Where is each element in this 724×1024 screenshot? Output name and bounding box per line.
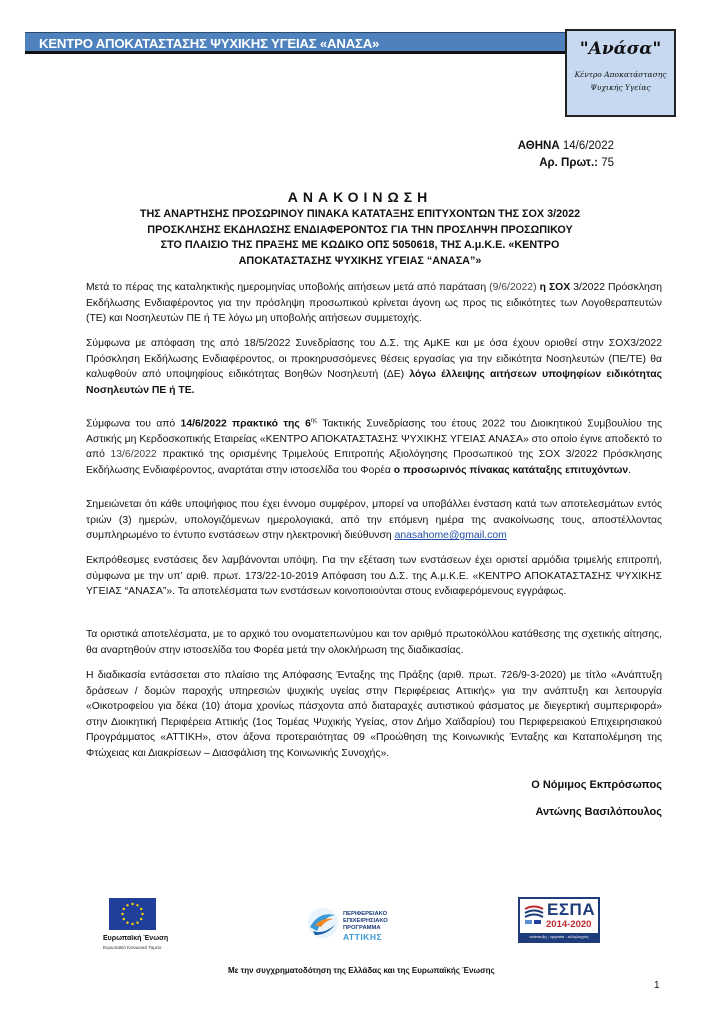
pep-region: ΑΤΤΙΚΗΣ (343, 932, 383, 942)
paragraph-6: Τα οριστικά αποτελέσματα, με το αρχικό του ονοματεπωνύμου και τον αριθμό πρωτοκόλλου κατάθεσης της σχετικής αίτησης, θα αναρτηθούν στην ιστοσελίδα του Φορέα μετά την ολοκλήρωση της διαδικασίας. (86, 629, 662, 656)
p3-text-e: ο προσωρινός πίνακας κατάταξης επιτυχόντων (393, 464, 629, 476)
p2-text-a: Σύμφωνα με απόφαση της από 18/5/2022 Συνεδρίασης του Δ.Σ. της ΑμΚΕ και με όσα έχουν οριοθεί στην ΣΟΧ3/2022 Πρόσκληση Εκδήλωσης Ενδιαφέροντος, οι προκηρυσσόμενες θέσεις εργασίας για την ειδικότητα Νοσηλευτών (ΠΕ/ΤΕ) θα καλυφθούν από υποψηφίους ειδικότητας Βοηθών Νοσηλευτή (ΔΕ) (86, 338, 662, 380)
logo-subtitle (567, 68, 674, 94)
title-line-2: ΠΡΟΣΚΛΗΣΗΣ ΕΚΔΗΛΩΣΗΣ ΕΝΔΙΑΦΕΡΟΝΤΟΣ ΓΙΑ ΤΗΝ ΠΡΟΣΛΗΨΗ ΠΡΟΣΩΠΙΚΟΥ (147, 223, 573, 236)
cofunding-note: Με την συγχρηματοδότηση της Ελλάδας και της Ευρωπαϊκής Ένωσης (228, 966, 495, 975)
pep-swirl-icon (305, 905, 341, 941)
p3-text-f: . (628, 464, 632, 476)
p1-text-b: η ΣΟΧ (539, 282, 571, 293)
paragraph-7: Η διαδικασία εντάσσεται στο πλαίσιο της Απόφασης Ένταξης της Πράξης (αριθ. πρωτ. 726/9-3-2020) με τίτλο «Ανάπτυξη δράσεων / δομών παροχής υπηρεσιών ψυχικής υγείας στην Περιφέρειας Αττικής» για την ανάπτυξη και λειτουργία «Οικοτροφείου για δέκα (10) άτομα χρονίως πάσχοντα από διαταραχές αυτιστικού φάσματος με διεγερτική συμπεριφορά» στην Διοικητική Περιφέρεια Αττικής (1ος Τομέας Ψυχικής Υγείας, στον Δήμο Χαϊδαρίου) του Περιφερειακού Επιχειρησιακού Προγράμματος «ΑΤΤΙΚΗ», στον άξονα προτεραιότητας 09 «Προώθηση της Κοινωνικής Ένταξης και Καταπολέμηση της Φτώχειας και Διακρίσεων – Διασφάλιση της Κοινωνικής Συνοχής». (86, 670, 662, 759)
eu-flag-icon (109, 898, 156, 930)
title-line-1: ΤΗΣ ΑΝΑΡΤΗΣΗΣ ΠΡΟΣΩΡΙΝΟΥ ΠΙΝΑΚΑ ΚΑΤΑΤΑΞΗΣ ΕΠΙΤΥΧΟΝΤΩΝ ΤΗΣ ΣΟΧ 3/2022 (139, 208, 581, 220)
logo-subtitle-line-1: Κέντρο Αποκατάστασης (574, 70, 667, 79)
pep-line-1: ΠΕΡΙΦΕΡΕΙΑΚΟ (343, 911, 388, 917)
p3-date: 13/6/2022 (110, 449, 157, 461)
p3-text-b: 14/6/2022 πρακτικό της 6 (180, 418, 311, 430)
date: 14/6/2022 (562, 140, 614, 152)
paragraph-2 (86, 336, 662, 398)
p2-text-b: λόγω έλλειψης αιτήσεων υποψηφίων ειδικότητας Νοσηλευτών ΠΕ ή ΤΕ. (86, 369, 662, 396)
espa-tagline: ανάπτυξη - εργασία - αλληλεγγύη (520, 933, 598, 941)
p4-text-a: Σημειώνεται ότι κάθε υποψήφιος που έχει έννομο συμφέρον, μπορεί να υποβάλλει ένσταση κατά των αποτελεσμάτων εντός τριών (3) ημερών, υπολογιζόμενων ημερολογιακά, από την επόμενη ημέρα της ανακοίνωσης τους, αποστέλλοντας συμπληρωμένο το έντυπο ενστάσεων στην ηλεκτρονική διεύθυνση (86, 499, 662, 541)
pep-line-3: ΠΡΟΓΡΑΜΜΑ (343, 925, 381, 931)
org-name: ΚΕΝΤΡΟ ΑΠΟΚΑΤΑΣΤΑΣΗΣ ΨΥΧΙΚΗΣ ΥΓΕΙΑΣ «ΑΝΑΣΑ» (39, 36, 380, 51)
p3-text-a: Σύμφωνα του από (86, 418, 181, 430)
paragraph-5: Εκπρόθεσμες ενστάσεις δεν λαμβάνονται υπόψη. Για την εξέταση των ενστάσεων έχει οριστεί αρμόδια τριμελής επιτροπή, σύμφωνα με την υπ’ αριθ. πρωτ. 173/22-10-2019 Απόφαση του Δ.Σ. της Α.μ.Κ.Ε. «ΚΕΝΤΡΟ ΑΠΟΚΑΤΑΣΤΑΣΗΣ ΨΥΧΙΚΗΣ ΥΓΕΙΑΣ “ΑΝΑΣΑ”». Τα αποτελέσματα των ενστάσεων κοινοποιούνται στους ενδιαφερόμενους εγγράφως. (86, 555, 662, 597)
announcement-title (80, 187, 640, 269)
signature-name: Αντώνης Βασιλόπουλος (535, 806, 662, 818)
signature-role: Ο Νόμιμος Εκπρόσωπος (531, 779, 662, 791)
p1-text-a: Μετά το πέρας της καταληκτικής ημερομηνίας υποβολής αιτήσεων μετά από παράταση (86, 282, 487, 293)
logo-title: "Ανάσα" (579, 39, 662, 59)
page-number: 1 (654, 980, 660, 991)
p3-text-c: Τακτικής Συνεδρίασης του έτους 2022 του Διοικητικού Συμβουλίου της Αστικής μη Κερδοσκοπικής Εταιρείας «ΚΕΝΤΡΟ ΑΠΟΚΑΤΑΣΤΑΣΗΣ ΨΥΧΙΚΗΣ ΥΓΕΙΑΣ ΑΝΑΣΑ» στο οποίο έγινε αποδεκτό το από (86, 418, 662, 461)
pep-text (343, 911, 388, 942)
p1-text-c: 3/2022 Πρόσκληση Εκδήλωσης Ενδιαφέροντος για την πρόσληψη προσωπικού κρίνεται άγονη ως προς τις ειδικότητες των Λογοθεραπευτών (ΤΕ) και Νοσηλευτών ΠΕ ή ΤΕ λόγω μη υποβολής αιτήσεων συμμετοχής. (86, 282, 663, 324)
eu-label: Ευρωπαϊκή Ένωση (103, 935, 169, 942)
title-line-4: ΑΠΟΚΑΤΑΣΤΑΣΗΣ ΨΥΧΙΚΗΣ ΥΓΕΙΑΣ “ΑΝΑΣΑ”» (238, 254, 482, 267)
date-line (518, 140, 614, 152)
protocol-number: 75 (601, 157, 614, 169)
anasa-logo (565, 29, 676, 117)
espa-years: 2014-2020 (546, 919, 592, 930)
logo-subtitle-line-2: Ψυχικής Υγείας (590, 83, 651, 92)
city: ΑΘΗΝΑ (517, 140, 560, 152)
paragraph-3 (86, 414, 662, 478)
espa-title: ΕΣΠΑ (547, 900, 596, 919)
protocol-label: Αρ. Πρωτ.: (539, 157, 598, 169)
p1-date: (9/6/2022) (486, 282, 540, 293)
pep-line-2: ΕΠΙΧΕΙΡΗΣΙΑΚΟ (343, 918, 388, 924)
espa-waves-icon (523, 903, 545, 925)
email-link[interactable]: anasahome@gmail.com (394, 530, 507, 541)
title-line-3: ΣΤΟ ΠΛΑΙΣΙΟ ΤΗΣ ΠΡΑΞΗΣ ΜΕ ΚΩΔΙΚΟ ΟΠΣ 5050618, ΤΗΣ Α.μ.Κ.Ε. «ΚΕΝΤΡΟ (160, 239, 560, 251)
p3-text-d: πρακτικό της ορισμένης Τριμελούς Επιτροπής Αξιολόγησης Προσωπικού της ΣΟΧ 3/2022 Πρόσκλησης Εκδήλωσης Ενδιαφέροντος, αναρτάται στην ιστοσελίδα του Φορέα (86, 449, 662, 476)
title-main: ΑΝΑΚΟΙΝΩΣΗ (287, 189, 433, 205)
paragraph-4 (86, 497, 662, 544)
espa-logo (518, 897, 600, 943)
p3-sup: ης (310, 418, 318, 424)
eu-sublabel: Ευρωπαϊκό Κοινωνικό Ταμείο (103, 945, 162, 950)
paragraph-1 (86, 280, 662, 327)
header-bar (25, 32, 573, 54)
protocol-line (539, 157, 614, 169)
